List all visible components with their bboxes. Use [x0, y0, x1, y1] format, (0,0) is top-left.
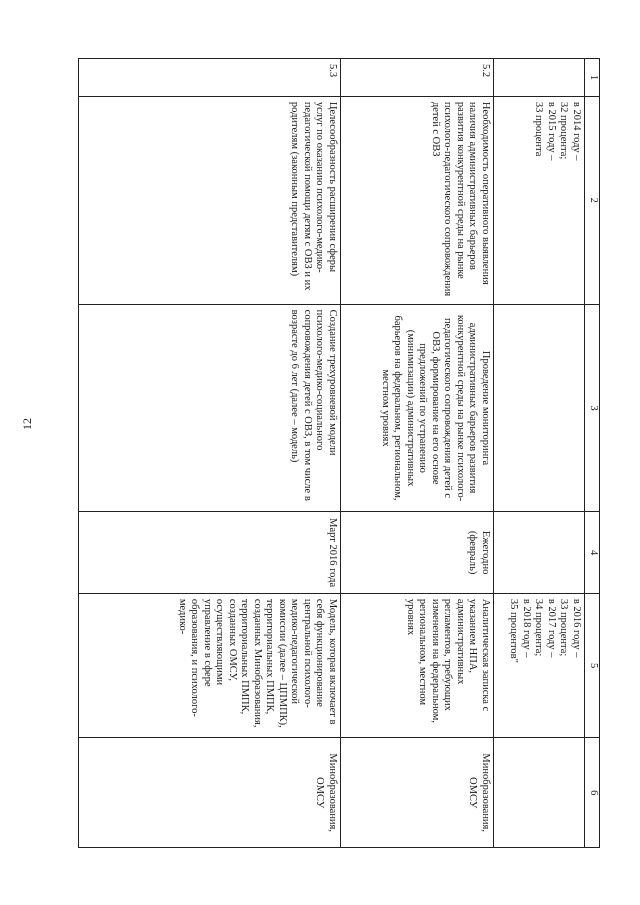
header-col-5: 5	[585, 593, 600, 738]
cell-result: в 2016 году – 33 процента; в 2017 году – 34 процента; в 2018 году – 35 процентов"	[494, 593, 585, 738]
cell-result: Аналитическая записка с указанием НПА, административных регламентов, требующих изменения на федеральном, региональном, местном уровнях	[341, 593, 494, 738]
page-number: 12	[20, 418, 34, 430]
header-col-2: 2	[585, 96, 600, 304]
cell-num: 5.2	[341, 59, 494, 97]
table-row	[79, 59, 341, 848]
cell-problem: Необходимость оперативного выявления наличия административных барьеров развития конкурентной среды на рынке психолого-педагогического сопровождения детей с ОВЗ	[341, 96, 494, 304]
cell-responsible	[494, 738, 585, 848]
cell-num: 5.3	[79, 59, 341, 97]
cell-measure	[494, 304, 585, 512]
cell-deadline: Март 2016 года	[79, 512, 341, 593]
cell-problem: в 2014 году – 32 процента; в 2015 году – 33 процента	[494, 96, 585, 304]
cell-problem: Целесообразность расширения сферы услуг по оказанию психолого-медико-педагогической помощи детям с ОВЗ и их родителям (законным представителям)	[79, 96, 341, 304]
header-row	[585, 59, 600, 848]
cell-result: Модель, которая включает в себя функционирование центральной психолого-медико-педагогической комиссии (далее – ЦПМПК), территориальных ПМПК, созданных Минобразования, территориальных ПМПК, созданных ОМСУ, осуществляющими управление в сфере образования, и психолого-медико-	[79, 593, 341, 738]
cell-measure: Проведение мониторинга административных барьеров развития конкурентной среды на рынке психолого-педагогического сопровождения детей с ОВЗ, формирование на его основе предложений по устранению (минимизации) административных барьеров на федеральном, региональном, местном уровнях	[341, 304, 494, 512]
cell-deadline	[494, 512, 585, 593]
measures-table	[78, 58, 600, 848]
header-col-4: 4	[585, 512, 600, 593]
cell-responsible: Минобразования, ОМСУ	[79, 738, 341, 848]
header-col-3: 3	[585, 304, 600, 512]
header-col-6: 6	[585, 738, 600, 848]
cell-responsible: Минобразования, ОМСУ	[341, 738, 494, 848]
cell-deadline: Ежегодно (февраль)	[341, 512, 494, 593]
header-col-1: 1	[585, 59, 600, 97]
rotated-table-container	[78, 58, 600, 848]
table-row	[494, 59, 585, 848]
cell-num	[494, 59, 585, 97]
table-row	[341, 59, 494, 848]
cell-measure: Создание трехуровневой модели психолого-медико-социального сопровождения детей с ОВЗ, в том числе в возрасте до 6 лет (далее – модель)	[79, 304, 341, 512]
